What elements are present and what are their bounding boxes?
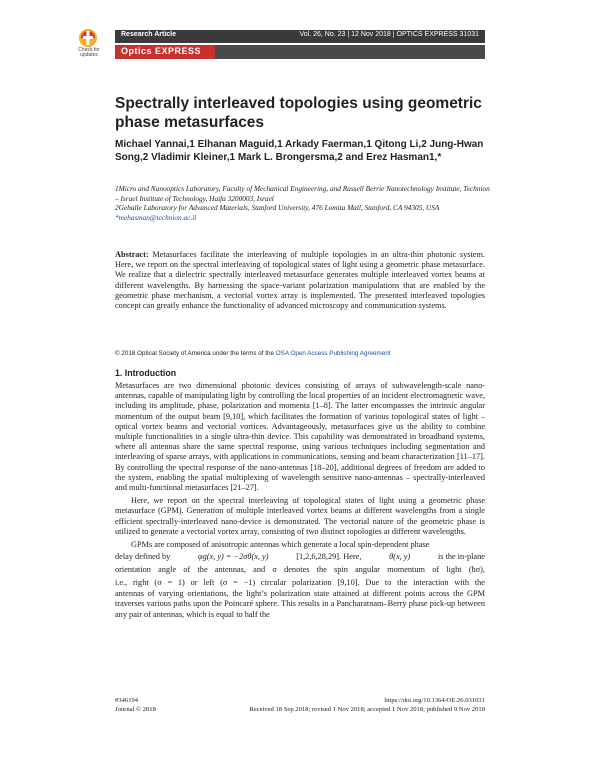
gpm-line-4: i.e., right (σ = 1) or left (σ = −1) circular polarization [9,10]. Due to the interaction with the (115, 578, 485, 588)
gpm-line-2-a: delay defined by (115, 552, 171, 562)
abstract (115, 250, 485, 311)
article-title: Spectrally interleaved topologies using geometric phase metasurfaces (115, 95, 482, 131)
gpm-rest: antennas of varying orientations, the light’s polarization state attained at different points across the GPM traverses various paths upon the Poincaré sphere. This results in a Pancharatnam–Berry phase pick-up between any pair of antennas, which is equal to half the (115, 589, 485, 619)
gpm-line-3: orientation angle of the antennas, and σ denotes the spin angular momentum of light (ħσ), (115, 565, 485, 575)
journal-copyright: Journal © 2018 (115, 705, 156, 713)
affiliation-2: 2Geballe Laboratory for Advanced Materials, Stanford University, 476 Lomita Mall, Stanford, CA 94305, USA (115, 203, 440, 212)
citation: Vol. 26, No. 23 | 12 Nov 2018 | OPTICS EXPRESS 31031 (299, 31, 479, 38)
paragraph-3 (115, 540, 485, 550)
check-for-updates-badge[interactable] (74, 28, 104, 64)
article-type: Research Article (121, 31, 176, 38)
journal-logo (115, 45, 215, 59)
paragraph-2: Here, we report on the spectral interleaving of topological states of light using a geometric phase metasurface (GPM). Generation of multiple interleaved vortex beams at different wavelengths from a single efficient spectrally-interleaved nano-device is demonstrated. The vectorial nature of the geometric phase is utilized to generate a vectorial vortex array, consisting of two distinct topologies at different wavelengths. (115, 496, 485, 536)
article-id: #346194 (115, 697, 139, 704)
paragraph-1: Metasurfaces are two dimensional photonic devices consisting of arrays of subwavelength-scale nano-antennas, capable of manipulating light by controlling the local properties of an incident electromagnetic wave, including its amplitude, phase, polarization and momenta [1–8]. The latter encompasses the intrinsic angular momentum of the output beam [9,10], which facilitates the formation of various topological states of light – optical vortex beams and vectorial vortices. Advantageously, metasurfaces give us the ability to combine multiple functionalities in a single ultra-thin device. This capability was demonstrated in broadband systems, where all antennas share the same spectral response, using various techniques including segmentation and interleaving of sparse arrays, with applications in communications, sensing and beam characterization [11–17]. By controlling the spectral response of the nano-antennas [18–20], additional degrees of freedom are added to the system, enabling the spatial multiplexing of wavelength sensitive nano-antennas – spectrally-interleaved and multi-functional metasurfaces [21–27]. (115, 381, 485, 493)
gpm-line-2-c: is the in-plane (437, 552, 485, 562)
doi-link[interactable]: https://doi.org/10.1364/OE.26.031031 (384, 697, 485, 704)
journal-brand-bar (115, 45, 485, 59)
geometric-phase-equation: φg(x, y) = −2σθ(x, y) (198, 552, 269, 562)
open-access-agreement-link[interactable]: OSA Open Access Publishing Agreement (275, 350, 391, 357)
introduction-body (115, 381, 485, 620)
affiliation-1: 1Micro and Nanooptics Laboratory, Faculty of Mechanical Engineering, and Russell Berrie Nanotechnology Institute, Technion – Israel Institute of Technology, Haifa 3200003, Israel (115, 184, 490, 203)
copyright-notice (115, 350, 495, 357)
brand-bar-fill (215, 45, 485, 59)
article-header-bar (115, 30, 485, 43)
gpm-line-2-b: [1,2,6,28,29]. Here, (296, 552, 362, 562)
copyright-text: © 2018 Optical Society of America under the terms of the (115, 350, 276, 357)
crossmark-icon (77, 28, 99, 48)
affiliations (115, 184, 495, 222)
abstract-text: Metasurfaces facilitate the interleaving of multiple topologies in an ultra-thin photonic system. Here, we report on the spectral interleaving of topological states of light using a geometric phase metasurface. We realize that a dielectric spectrally interleaved metasurface generates multiple interleaved vortex beams at different wavelengths. By harnessing the space-variant polarization manipulations that are enabled by the geometric phase mechanism, a vectorial vortex array is implemented. The presented interleaved topologies concept can greatly enhance the functionality of advanced microscopy and communication systems. (115, 250, 485, 311)
journal-name: Optics EXPRESS (121, 46, 202, 56)
corresponding-email[interactable]: *mehasman@technion.ac.il (115, 212, 197, 222)
gpm-line-2 (115, 550, 485, 563)
page-footer (115, 697, 485, 714)
check-for-updates-label: Check for updates (78, 47, 100, 58)
publication-dates: Received 18 Sep 2018; revised 1 Nov 2018; accepted 1 Nov 2018; published 9 Nov 2018 (249, 705, 485, 713)
gpm-line-1: GPMs are composed of anisotropic antennas which generate a local spin-dependent phase (131, 540, 430, 550)
author-list: Michael Yannai,1 Elhanan Maguid,1 Arkady Faerman,1 Qitong Li,2 Jung-Hwan Song,2 Vladimir Kleiner,1 Mark L. Brongersma,2 and Erez Hasman1,* (115, 139, 484, 163)
section-heading-introduction: 1. Introduction (115, 368, 177, 378)
abstract-label: Abstract: (115, 250, 149, 259)
theta-symbol: θ(x, y) (389, 552, 411, 562)
